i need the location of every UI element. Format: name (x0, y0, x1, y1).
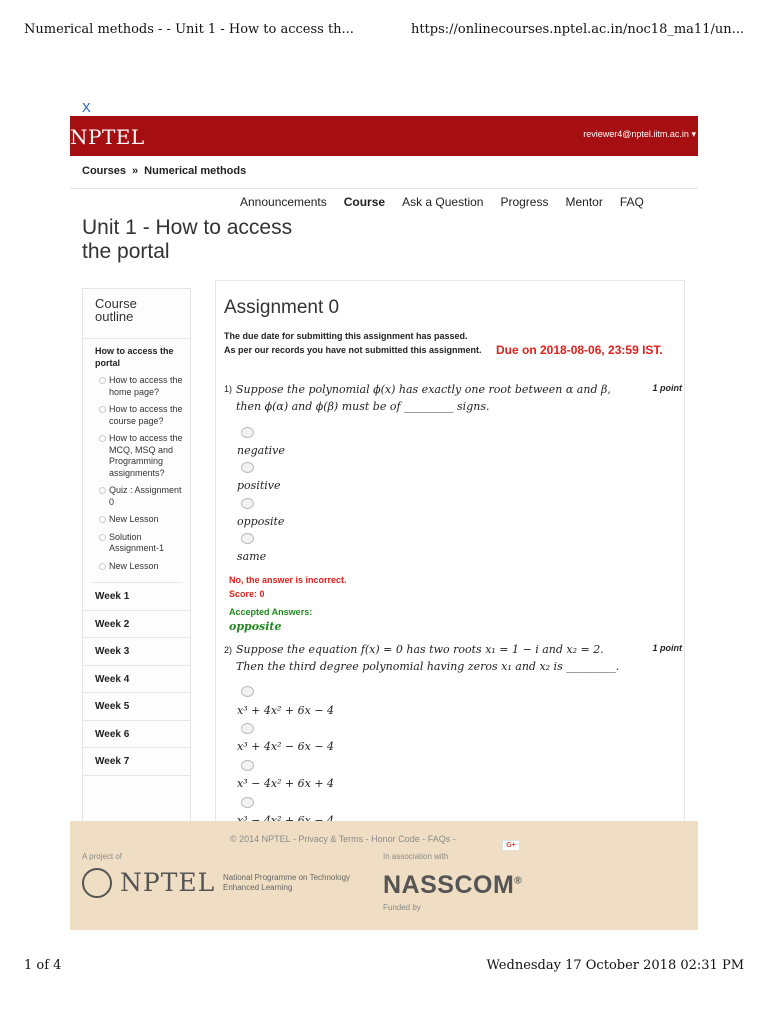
chevron-down-icon: ▾ (691, 129, 696, 139)
site-footer (70, 821, 698, 930)
sidebar-week-7[interactable]: Week 7 (83, 748, 190, 776)
sidebar-section-portal[interactable]: How to access the portal (95, 346, 174, 368)
course-tabs (240, 195, 661, 209)
circle-icon (99, 435, 106, 442)
tab-mentor[interactable]: Mentor (565, 195, 603, 209)
answer-result: No, the answer is incorrect. (229, 575, 347, 585)
circle-icon (99, 406, 106, 413)
sidebar-item-quiz[interactable] (83, 485, 190, 514)
option-label: negative (237, 444, 285, 457)
option-radio[interactable] (241, 427, 254, 438)
option-label: x³ + 4x² + 6x − 4 (237, 704, 335, 717)
sidebar-item-label: How to access the MCQ, MSQ and Programming assignments? (109, 433, 183, 478)
sidebar-item-course-page[interactable] (83, 404, 190, 433)
sidebar-week-5[interactable]: Week 5 (83, 693, 190, 721)
sidebar-item-label: New Lesson (109, 514, 159, 524)
circle-icon (99, 377, 106, 384)
sidebar-week-2[interactable]: Week 2 (83, 611, 190, 639)
print-page-number: 1 of 4 (24, 958, 62, 973)
breadcrumb-course[interactable]: Numerical methods (144, 165, 247, 177)
tab-ask-a-question[interactable]: Ask a Question (402, 195, 484, 209)
footer-links[interactable]: © 2014 NPTEL - Privacy & Terms - Honor Code - FAQs - (230, 834, 456, 844)
question-text-line: then ϕ(α) and ϕ(β) must be of _________ signs. (236, 400, 490, 413)
sidebar-week-1[interactable]: Week 1 (83, 583, 190, 611)
due-date-note (224, 329, 484, 357)
sidebar-week-3[interactable]: Week 3 (83, 638, 190, 666)
option-label: opposite (237, 515, 285, 528)
print-date: Wednesday 17 October 2018 02:31 PM (486, 958, 744, 973)
nptel-logo[interactable]: NPTEL (70, 125, 145, 149)
breadcrumb-divider (70, 188, 698, 189)
option-radio[interactable] (241, 462, 254, 473)
nptel-full-name: National Programme on Technology Enhanced Learning (223, 873, 351, 892)
option-radio[interactable] (241, 498, 254, 509)
question-text (236, 381, 636, 415)
tab-course[interactable]: Course (343, 195, 386, 209)
user-menu[interactable] (583, 129, 696, 140)
option-label: x³ + 4x² − 6x − 4 (237, 740, 335, 753)
accepted-answers-label: Accepted Answers: (229, 607, 313, 617)
sidebar-item-home-page[interactable] (83, 375, 190, 404)
sidebar-item-label: Solution Assignment-1 (109, 531, 165, 553)
not-submitted-text: As per our records you have not submitted this assignment. (224, 345, 482, 355)
sidebar-item-new-lesson[interactable] (83, 561, 190, 579)
tab-faq[interactable]: FAQ (619, 195, 644, 209)
circle-icon (99, 516, 106, 523)
question-text-line: Then the third degree polynomial having zeros x₁ and x₂ is _________. (236, 660, 620, 673)
sidebar-week-4[interactable]: Week 4 (83, 666, 190, 694)
registered-mark: ® (514, 875, 523, 887)
assignment-title: Assignment 0 (224, 297, 340, 318)
breadcrumb-separator: » (132, 165, 139, 177)
accepted-answer: opposite (229, 620, 282, 633)
close-link[interactable]: X (82, 100, 91, 115)
question-text-line: Suppose the equation f(x) = 0 has two roots x₁ = 1 − i and x₂ = 2. (236, 643, 604, 656)
question-text (236, 641, 636, 675)
course-outline-sidebar (82, 288, 191, 828)
option-label: x³ − 4x² + 6x + 4 (237, 777, 335, 790)
question-text-line: Suppose the polynomial ϕ(x) has exactly one root between α and β, (236, 383, 611, 396)
circle-icon (99, 563, 106, 570)
project-of-label: A project of (82, 852, 123, 861)
option-radio[interactable] (241, 686, 254, 697)
footer-nptel-logo: NPTEL (120, 868, 216, 897)
sidebar-item-solution[interactable] (83, 532, 190, 561)
circle-icon (99, 534, 106, 541)
course-outline-title: Course outline (83, 289, 190, 339)
option-radio[interactable] (241, 797, 254, 808)
sidebar-item-label: How to access the course page? (109, 404, 183, 426)
due-passed-text: The due date for submitting this assignment has passed. (224, 331, 468, 341)
option-radio[interactable] (241, 533, 254, 544)
sidebar-item-assignments[interactable] (83, 433, 190, 485)
print-page-url: https://onlinecourses.nptel.ac.in/noc18_ma11/un... (410, 22, 744, 37)
association-label: In association with (383, 852, 449, 861)
score: Score: 0 (229, 589, 265, 599)
question-number: 1) (224, 384, 233, 394)
sidebar-item-new-lesson[interactable] (83, 514, 190, 532)
print-page-title: Numerical methods - - Unit 1 - How to access th... (24, 22, 354, 37)
option-label: same (237, 550, 267, 563)
assignment-panel (215, 280, 685, 828)
top-navbar (70, 116, 698, 156)
funded-by-label: Funded by (383, 903, 421, 912)
question-number: 2) (224, 645, 233, 655)
print-footer (24, 958, 744, 976)
sidebar-item-label: Quiz : Assignment 0 (109, 485, 182, 507)
due-date: Due on 2018-08-06, 23:59 IST. (496, 343, 663, 357)
option-radio[interactable] (241, 723, 254, 734)
tab-progress[interactable]: Progress (500, 195, 549, 209)
tab-announcements[interactable]: Announcements (240, 195, 327, 209)
sidebar-week-6[interactable]: Week 6 (83, 721, 190, 749)
sidebar-item-label: New Lesson (109, 560, 159, 571)
print-header (24, 22, 744, 40)
page-title: Unit 1 - How to access the portal (82, 216, 293, 263)
question-points: 1 point (652, 643, 682, 653)
user-email: reviewer4@nptel.iitm.ac.in (583, 129, 689, 139)
question-points: 1 point (652, 383, 682, 393)
google-plus-icon[interactable]: G+ (502, 840, 520, 851)
option-label: positive (237, 479, 281, 492)
nasscom-logo-text: NASSCOM (383, 871, 515, 899)
breadcrumb-courses[interactable]: Courses (82, 165, 127, 177)
breadcrumb (82, 165, 246, 177)
nasscom-logo (383, 871, 522, 900)
circle-icon (99, 487, 106, 494)
sidebar-item-label: How to access the home page? (109, 375, 183, 397)
option-radio[interactable] (241, 760, 254, 771)
nptel-emblem-icon (82, 868, 112, 898)
